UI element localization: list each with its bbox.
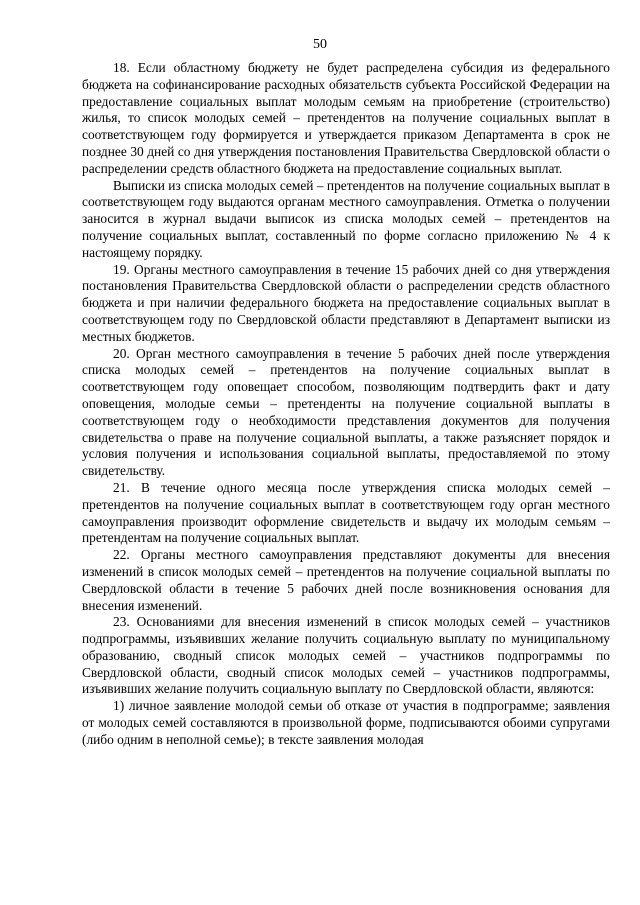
paragraph-19: 19. Органы местного самоуправления в течение 15 рабочих дней со дня утверждения постановления Правительства Свердловской области о распределении средств областного бюджета и при наличии федерального бюджета на предоставление социальных выплат в соответствующем году по Свердловской области представляют в Департамент выписки из местных бюджетов.: [82, 261, 610, 344]
document-body: [82, 60, 610, 749]
paragraph-23: 23. Основаниями для внесения изменений в список молодых семей – участников подпрограммы, изъявивших желание получить социальную выплату по муниципальному образованию, сводный список молодых семей – участников подпрограммы по Свердловской области, сводный список молодых семей – участников подпрограммы, изъявивших желание получить социальную выплату по Свердловской области, являются:: [82, 614, 610, 697]
paragraph-20: 20. Орган местного самоуправления в течение 5 рабочих дней после утверждения списка молодых семей – претендентов на получение социальных выплат в соответствующем году оповещает способом, позволяющим подтвердить факт и дату оповещения, молодые семьи – претенденты на получение социальной выплаты в соответствующем году о необходимости представления документов для получения свидетельства о праве на получение социальной выплаты, а также разъясняет порядок и условия получения и использования социальной выплаты, предоставляемой по этому свидетельству.: [82, 345, 610, 479]
paragraph-extracts: Выписки из списка молодых семей – претендентов на получение социальных выплат в соответствующем году выдаются органам местного самоуправления. Отметка о получении заносится в журнал выдачи выписок из списка молодых семей – претендентов на получение социальных выплат, составленный по форме согласно приложению № 4 к настоящему порядку.: [82, 177, 610, 260]
paragraph-18: 18. Если областному бюджету не будет распределена субсидия из федерального бюджета на софинансирование расходных обязательств субъекта Российской Федерации на предоставление социальных выплат молодым семьям на приобретение (строительство) жилья, то список молодых семей – претендентов на получение социальных выплат в соответствующем году формируется и утверждается приказом Департамента в срок не позднее 30 дней со дня утверждения постановления Правительства Свердловской области о распределении средств областного бюджета на предоставление социальных выплат.: [82, 60, 610, 176]
paragraph-23-item-1: 1) личное заявление молодой семьи об отказе от участия в подпрограмме; заявления от молодых семей составляются в произвольной форме, подписываются обоими супругами (либо одним в неполной семье); в тексте заявления молодая: [82, 698, 610, 747]
paragraph-21: 21. В течение одного месяца после утверждения списка молодых семей – претендентов на получение социальных выплат в соответствующем году орган местного самоуправления производит оформление свидетельств и выдачу их молодым семьям – претендентам на получение социальных выплат.: [82, 479, 610, 546]
page-number: 50: [313, 37, 327, 52]
paragraph-22: 22. Органы местного самоуправления представляют документы для внесения изменений в список молодых семей – претендентов на получение социальной выплаты по Свердловской области в течение 5 рабочих дней после возникновения основания для внесения изменений.: [82, 547, 610, 613]
